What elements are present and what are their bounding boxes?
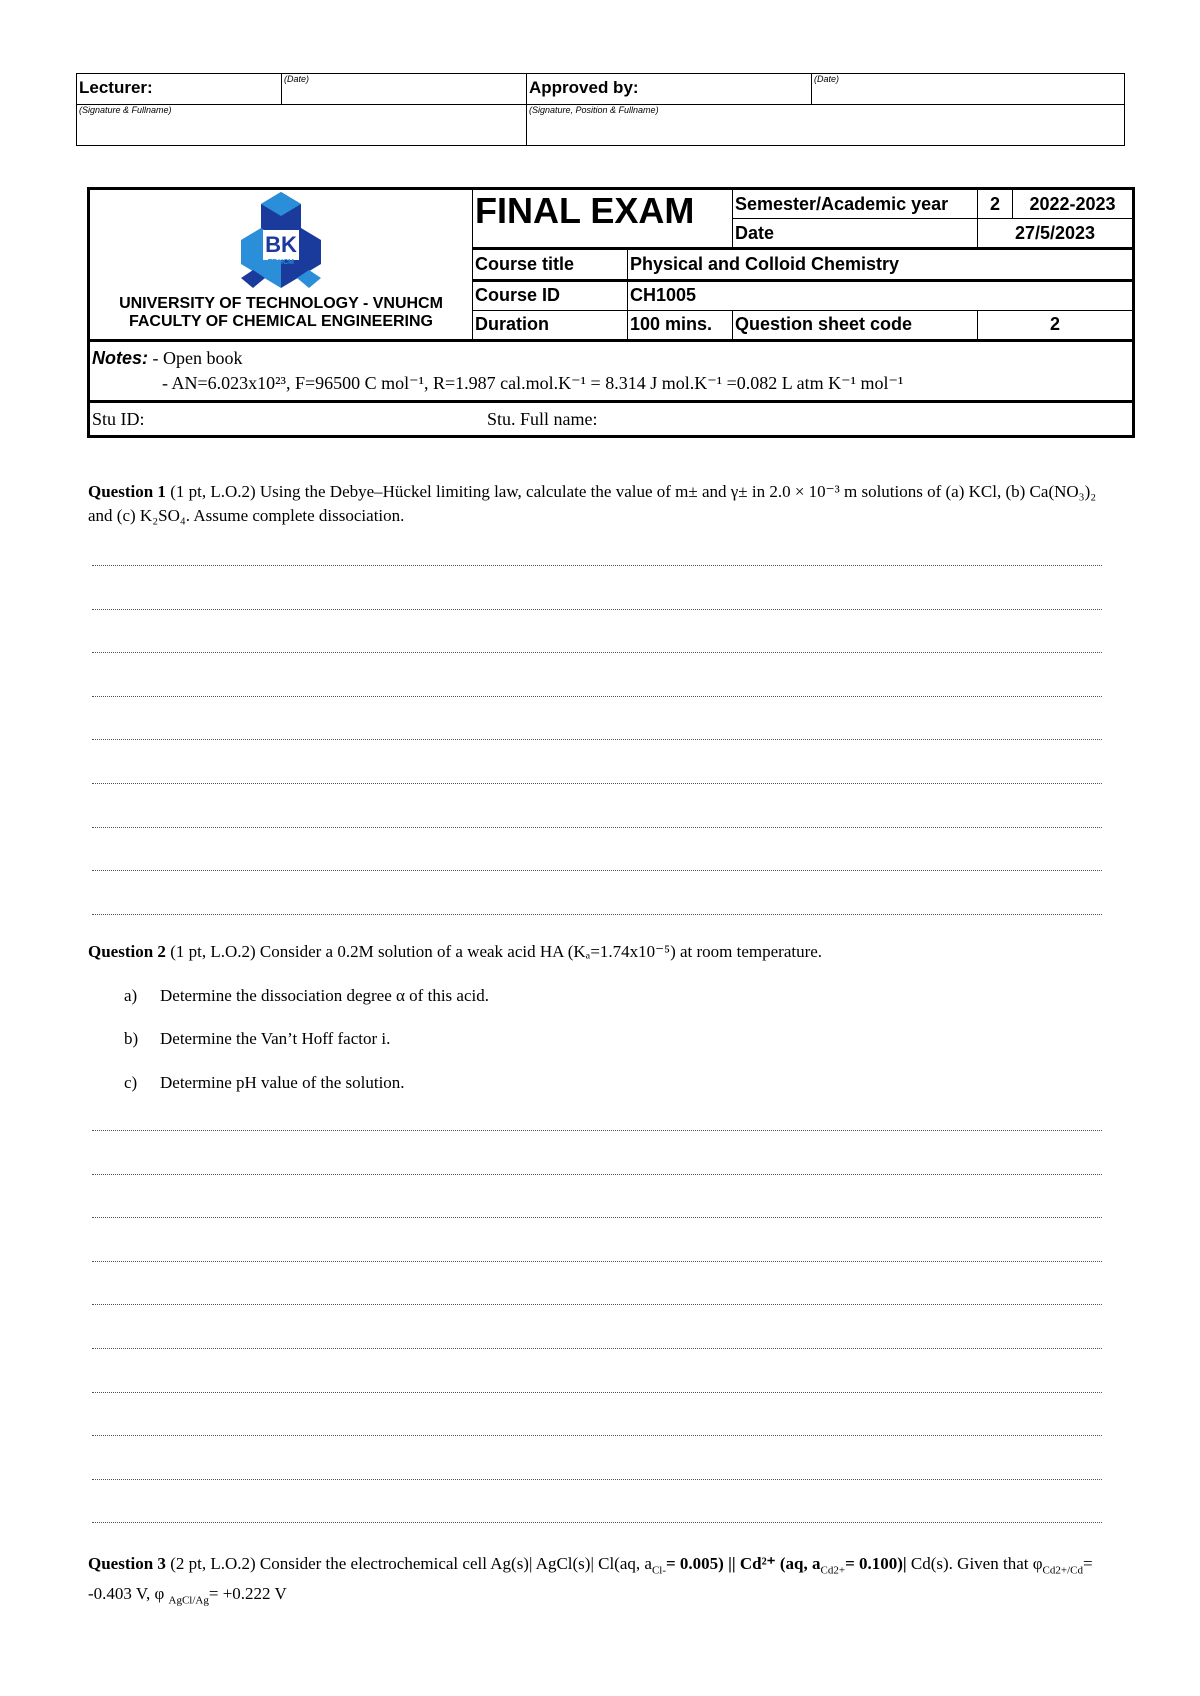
notes-line2: - AN=6.023x10²³, F=96500 C mol⁻¹, R=1.987 cal.mol.K⁻¹ = 8.314 J mol.K⁻¹ =0.082 L atm K⁻¹ mol⁻¹ [162,373,904,393]
question-2 [88,940,1118,964]
faculty-name: FACULTY OF CHEMICAL ENGINEERING [128,313,433,330]
answer-line[interactable] [92,1174,1102,1175]
svg-text:TP.HCM: TP.HCM [268,259,294,266]
student-row [89,402,1134,437]
notes-line1: - Open book [152,348,243,368]
answer-line[interactable] [92,1522,1102,1523]
answer-line[interactable] [92,696,1102,697]
notes [89,341,1134,402]
question-meta: (1 pt, L.O.2) [165,942,260,961]
university-name: UNIVERSITY OF TECHNOLOGY - VNUHCM [119,295,443,312]
date-label: (Date) [282,74,527,105]
question-1 [88,480,1118,528]
question-title: Question 2 [88,942,166,961]
question-meta: (2 pt, L.O.2) [165,1554,260,1573]
question-3: Question 3 (2 pt, L.O.2) Consider the electrochemical cell Ag(s)| AgCl(s)| Cl(aq, $a_{Cl-}= 0.005$) || Cd²⁺ (aq, $a_{Cd2+}= 0.100)|$ Cd(s). Given that $\varphi_{Cd2+/Cd}= -0.403$ V, φ $_{AgCl/Ag}$= +0.222 V [88,1554,1093,1607]
answer-line[interactable] [92,1479,1102,1480]
answer-line[interactable] [92,565,1102,566]
svg-text:BK: BK [265,232,297,257]
answer-line[interactable] [92,783,1102,784]
answer-line[interactable] [92,1348,1102,1349]
answer-line[interactable] [92,739,1102,740]
question-text: Consider a 0.2M solution of a weak acid HA (Kₐ=1.74x10⁻⁵) at room temperature. [259,942,823,961]
answer-line[interactable] [92,870,1102,871]
lecturer-label: Lecturer: [77,74,282,105]
bk-logo-icon [231,190,331,290]
course-title-label: Course title [473,249,628,280]
question-text: Consider the electrochemical cell Ag(s)| AgCl(s)| Cl(aq, a [259,1554,652,1573]
date-value: 27/5/2023 [978,219,1134,249]
student-name-label: Stu. Full name: [487,408,598,429]
exam-header-table [87,187,1135,438]
question-2-item-a: a) Determine the dissociation degree α of this acid. [124,986,489,1005]
question-title: Question 3 [88,1554,166,1573]
answer-line[interactable] [92,914,1102,915]
sheet-code-label: Question sheet code [733,310,978,340]
question-title: Question 1 [88,482,166,501]
course-title-value: Physical and Colloid Chemistry [628,249,1134,280]
date-label: (Date) [812,74,1125,105]
approved-label: Approved by: [527,74,812,105]
answer-line[interactable] [92,827,1102,828]
answer-line[interactable] [92,1435,1102,1436]
answer-line[interactable] [92,1130,1102,1131]
answer-line[interactable] [92,1261,1102,1262]
question-meta: (1 pt, L.O.2) [165,482,260,501]
answer-line[interactable] [92,609,1102,610]
semester-value: 2 [978,189,1013,219]
answer-line[interactable] [92,1392,1102,1393]
duration-value: 100 mins. [628,310,733,340]
semester-label: Semester/Academic year [733,189,978,219]
question-text: Using the Debye–Hückel limiting law, calculate the value of m± and γ± in 2.0 × 10⁻³ m solutions of (a) KCl, (b) Ca(NO₃)₂ and (c) K₂SO₄. Assume complete dissociation. [88,482,1097,525]
duration-label: Duration [473,310,628,340]
sheet-code-value: 2 [978,310,1134,340]
question-2-item-c: c) Determine pH value of the solution. [124,1073,405,1092]
answer-line[interactable] [92,1217,1102,1218]
approver-signature: (Signature, Position & Fullname) [527,105,1125,146]
answer-line[interactable] [92,1304,1102,1305]
answer-line[interactable] [92,652,1102,653]
university-cell [89,189,473,341]
year-value: 2022-2023 [1013,189,1134,219]
course-id-value: CH1005 [628,280,1134,310]
notes-label: Notes: [92,348,149,368]
exam-title: FINAL EXAM [473,189,733,249]
date-label: Date [733,219,978,249]
student-id-label: Stu ID: [92,408,145,429]
course-id-label: Course ID [473,280,628,310]
lecturer-signature: (Signature & Fullname) [77,105,527,146]
question-2-item-b: b) Determine the Van’t Hoff factor i. [124,1029,391,1048]
approval-table [76,73,1125,146]
